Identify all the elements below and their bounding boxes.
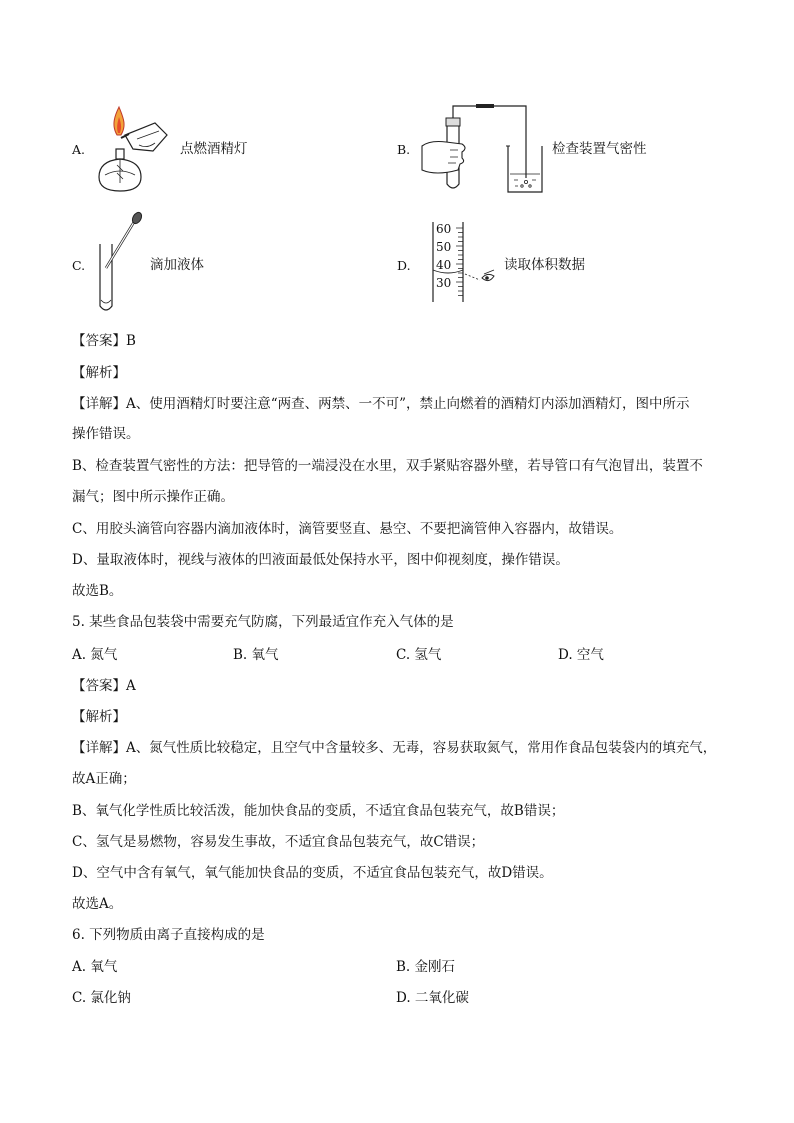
q5-option-d: D. 空气 xyxy=(558,647,604,663)
q5-detail-line: 【详解】A、氮气性质比较稳定，且空气中含量较多、无毒，容易获取氮气，常用作食品包装袋内的填充气， xyxy=(72,740,717,756)
q4-detail-line: 【详解】A、使用酒精灯时要注意“两查、两禁、一不可”，禁止向燃着的酒精灯内添加酒精灯，图中所示 xyxy=(72,396,690,412)
q5-detail-line: D、空气中含有氧气，氧气能加快食品的变质，不适宜食品包装充气，故D错误。 xyxy=(72,865,553,881)
cylinder-tick-30: 30 xyxy=(436,276,452,290)
q5-analysis-title: 【解析】 xyxy=(72,709,126,725)
q5-option-c: C. 氢气 xyxy=(396,647,442,663)
option-letter-d: D. xyxy=(397,258,411,273)
q4-detail-line: B、检查装置气密性的方法：把导管的一端浸没在水里，双手紧贴容器外壁，若导管口有气泡冒出，装置不 xyxy=(72,458,703,474)
q4-detail-line: 漏气；图中所示操作正确。 xyxy=(72,489,234,505)
option-caption-c: 滴加液体 xyxy=(150,257,204,273)
airtightness-check-figure xyxy=(418,100,548,198)
option-letter-b: B. xyxy=(397,142,411,157)
q6-stem: 6. 下列物质由离子直接构成的是 xyxy=(72,927,265,943)
option-letter-c: C. xyxy=(72,258,86,273)
alcohol-lamp-figure xyxy=(95,105,175,195)
dropper-figure xyxy=(94,210,154,316)
option-caption-a: 点燃酒精灯 xyxy=(180,141,248,157)
q4-analysis-title: 【解析】 xyxy=(72,365,126,381)
q6-option-c: C. 氯化钠 xyxy=(72,990,131,1006)
q4-detail-line: D、量取液体时，视线与液体的凹液面最低处保持水平，图中仰视刻度，操作错误。 xyxy=(72,552,569,568)
cylinder-tick-60: 60 xyxy=(436,222,452,236)
q5-option-a: A. 氮气 xyxy=(72,647,118,663)
q4-detail-line: C、用胶头滴管向容器内滴加液体时，滴管要竖直、悬空、不要把滴管伸入容器内，故错误。 xyxy=(72,521,623,537)
option-caption-b: 检查装置气密性 xyxy=(552,141,647,157)
q5-detail-line: C、氢气是易燃物，容易发生事故，不适宜食品包装充气，故C错误； xyxy=(72,834,485,850)
q5-detail-line: B、氧气化学性质比较活泼，能加快食品的变质，不适宜食品包装充气，故B错误； xyxy=(72,803,565,819)
q6-option-a: A. 氧气 xyxy=(72,959,118,975)
cylinder-tick-50: 50 xyxy=(436,240,452,254)
q5-conclusion: 故选A。 xyxy=(72,896,123,912)
q6-option-b: B. 金刚石 xyxy=(396,959,456,975)
q4-answer: 【答案】B xyxy=(72,333,136,349)
option-caption-d: 读取体积数据 xyxy=(504,257,585,273)
q5-option-b: B. 氧气 xyxy=(233,647,279,663)
q5-answer: 【答案】A xyxy=(72,678,136,694)
q5-detail-line: 故A正确； xyxy=(72,771,136,787)
cylinder-tick-40: 40 xyxy=(436,258,452,272)
q4-conclusion: 故选B。 xyxy=(72,583,123,599)
q5-stem: 5. 某些食品包装袋中需要充气防腐，下列最适宜作充入气体的是 xyxy=(72,614,454,630)
q4-detail-line: 操作错误。 xyxy=(72,426,140,442)
q6-option-d: D. 二氧化碳 xyxy=(396,990,469,1006)
graduated-cylinder-figure xyxy=(432,222,502,304)
option-letter-a: A. xyxy=(72,142,86,157)
